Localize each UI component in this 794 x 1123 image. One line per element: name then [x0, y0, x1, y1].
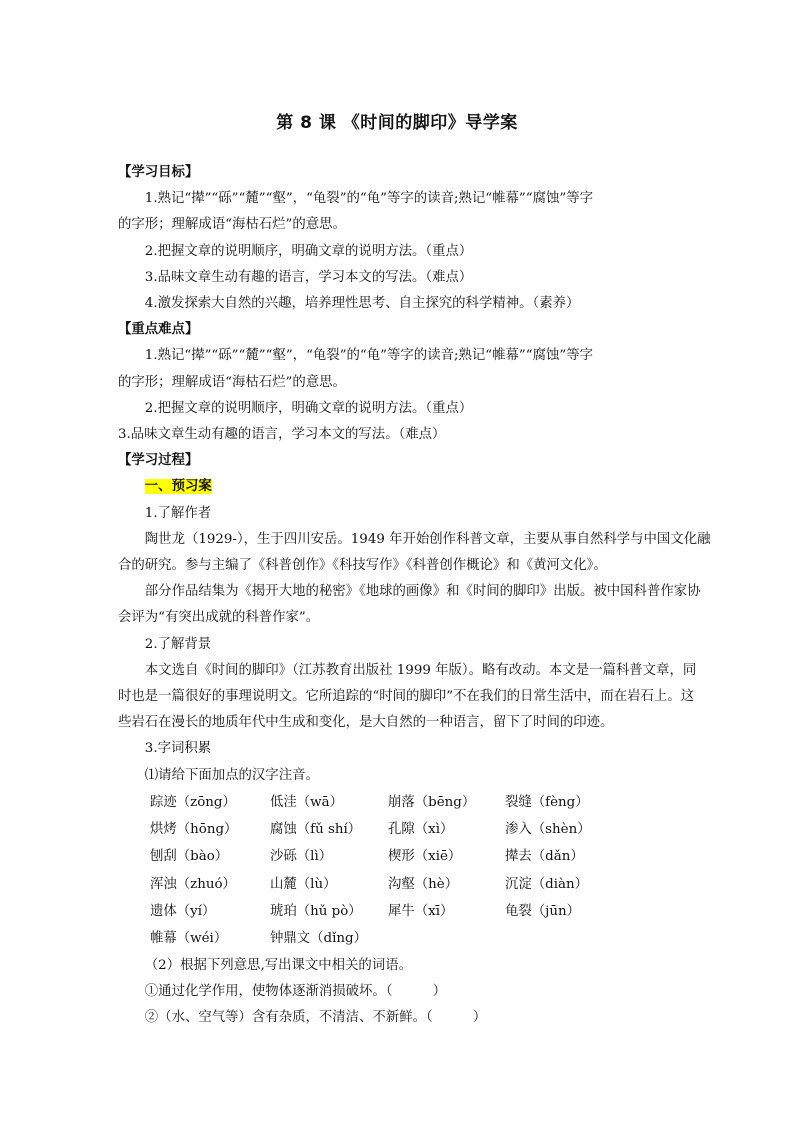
question-item: ①通过化学作用，使物体逐渐消损破坏。（ ） — [144, 983, 447, 999]
background-line: 时也是一篇很好的事理说明文。它所追踪的“时间的脚印”不在我们的日常生活中，而在岩石上。这 — [118, 689, 695, 705]
vocab-item: 沟壑（hè） — [388, 876, 459, 892]
goal-line: 1.熟记“撵”“砾”“麓”“壑”，“龟裂”的“龟”等字的读音;熟记“帷幕”“腐蚀”等字 — [144, 191, 593, 207]
vocab-item: 楔形（xiē） — [388, 849, 462, 865]
vocab-item: 腐蚀（fǔ shí） — [270, 822, 362, 838]
background-line: 些岩石在漫长的地质年代中生成和变化，是大自然的一种语言，留下了时间的印迹。 — [118, 715, 614, 731]
vocab-item: 踪迹（zōng） — [150, 794, 236, 810]
author-line: 合的研究。参与主编了《科普创作》《科技写作》《科普创作概论》和《黄河文化》。 — [118, 558, 607, 574]
goal-line: 的字形；理解成语“海枯石烂”的意思。 — [118, 217, 346, 233]
vocab-item: 浑浊（zhuó） — [150, 876, 236, 892]
key-point-line: 2.把握文章的说明顺序，明确文章的说明方法。（重点） — [144, 400, 473, 416]
vocab-item: 孔隙（xì） — [388, 822, 454, 838]
vocab-question-2: （2）根据下列意思,写出课文中相关的词语。 — [144, 957, 412, 973]
vocab-item: 沙砾（lì） — [270, 849, 333, 865]
vocab-item: 崩落（bēng） — [388, 794, 476, 810]
vocab-item: 沉淀（diàn） — [505, 876, 589, 892]
key-point-line: 1.熟记“撵”“砾”“麓”“壑”，“龟裂”的“龟”等字的读音;熟记“帷幕”“腐蚀”等字 — [144, 348, 593, 364]
background-heading: 2.了解背景 — [144, 636, 212, 652]
vocab-question-1: ⑴请给下面加点的汉字注音。 — [144, 767, 319, 783]
section-heading-key-points: 【重点难点】 — [118, 322, 199, 338]
vocab-item: 遗体（yí） — [150, 904, 216, 920]
vocab-item: 钟鼎文（dǐng） — [270, 931, 368, 947]
vocab-item: 裂缝（fèng） — [505, 794, 589, 810]
vocab-item: 龟裂（jūn） — [505, 904, 580, 920]
key-point-line: 的字形；理解成语“海枯石烂”的意思。 — [118, 374, 346, 390]
vocab-item: 犀牛（xī） — [388, 904, 454, 920]
goal-line: 2.把握文章的说明顺序，明确文章的说明方法。（重点） — [144, 243, 473, 259]
vocab-item: 渗入（shèn） — [505, 822, 591, 838]
vocab-item: 琥珀（hǔ pò） — [270, 904, 362, 920]
document-body — [118, 160, 711, 1031]
vocab-item: 帷幕（wéi） — [150, 931, 228, 947]
vocab-grid — [118, 789, 658, 953]
section-heading-process: 【学习过程】 — [118, 453, 199, 469]
vocab-item: 山麓（lù） — [270, 876, 337, 892]
background-line: 本文选自《时间的脚印》（江苏教育出版社 1999 年版）。略有改动。本文是一篇科普文章，同 — [144, 662, 697, 678]
section-heading-goals: 【学习目标】 — [118, 165, 199, 180]
goal-line: 4.激发探索大自然的兴趣，培养理性思考、自主探究的科学精神。（素养） — [144, 296, 580, 312]
author-line: 陶世龙（1929-），生于四川安岳。1949 年开始创作科普文章，主要从事自然科学与中国文化融 — [144, 531, 711, 547]
author-line: 部分作品结集为《揭开大地的秘密》《地球的画像》和《时间的脚印》出版。被中国科普作家协 — [144, 584, 701, 600]
vocab-item: 刨刮（bào） — [150, 849, 229, 865]
key-point-line: 3.品味文章生动有趣的语言，学习本文的写法。（难点） — [118, 427, 446, 443]
vocab-item: 撵去（dǎn） — [505, 849, 584, 865]
author-heading: 1.了解作者 — [144, 505, 212, 521]
goal-line: 3.品味文章生动有趣的语言，学习本文的写法。（难点） — [144, 269, 473, 285]
page-title: 第 8 课 《时间的脚印》导学案 — [276, 113, 518, 133]
preview-heading-row — [118, 474, 658, 500]
vocab-item: 低洼（wā） — [270, 794, 344, 810]
preview-heading: 一、预习案 — [144, 479, 212, 495]
vocab-item: 烘烤（hōng） — [150, 822, 238, 838]
question-item: ②（水、空气等）含有杂质，不清洁、不新鲜。（ ） — [144, 1010, 487, 1026]
vocab-heading: 3.字词积累 — [144, 741, 212, 757]
author-line: 会评为“有突出成就的科普作家”。 — [118, 610, 320, 626]
